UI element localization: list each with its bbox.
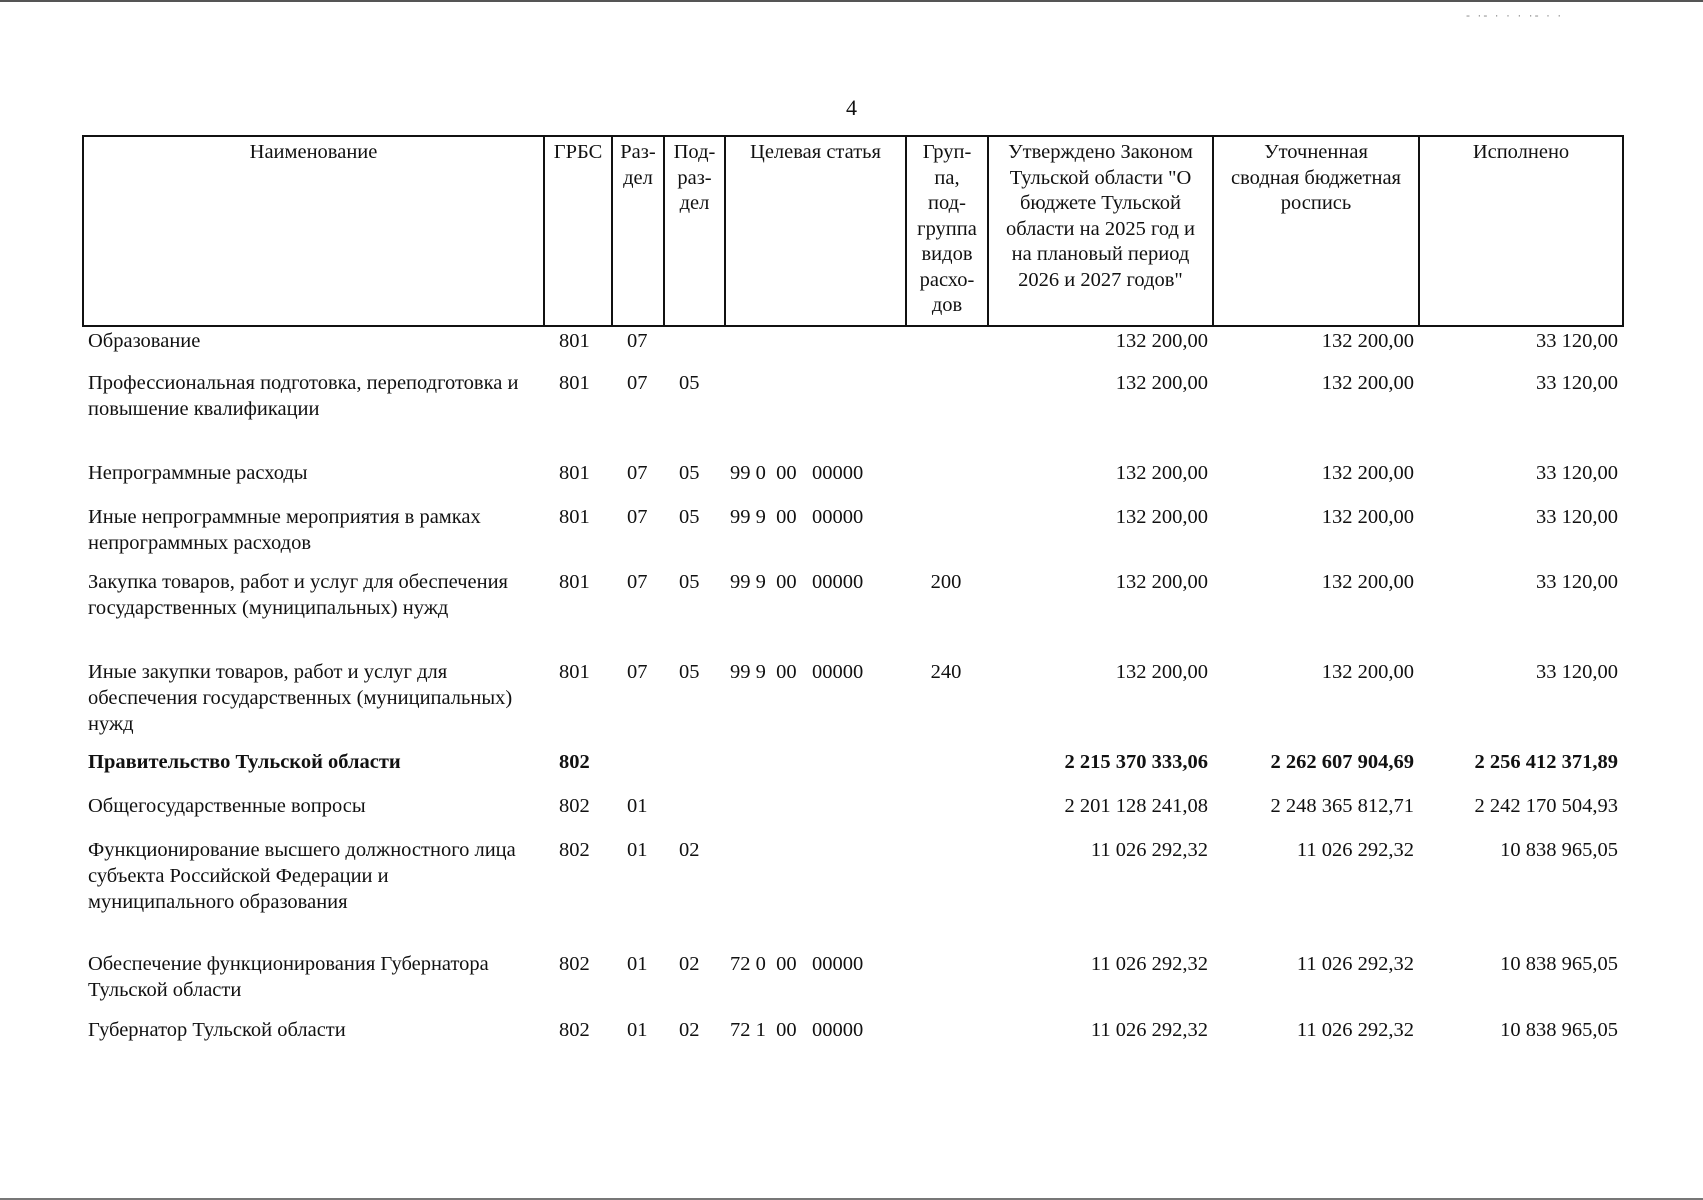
cell-name: Функционирование высшего должностного лица субъекта Российской Федерации и муниципального образования xyxy=(88,839,516,913)
cell-expense-group xyxy=(905,328,987,370)
cell-expense-group xyxy=(905,370,987,460)
cell-grbs: 801 xyxy=(559,506,590,528)
cell-grbs: 802 xyxy=(559,751,590,773)
cell-expense-group xyxy=(905,1017,987,1061)
cell-executed: 10 838 965,05 xyxy=(1500,839,1618,861)
cell-grbs: 802 xyxy=(559,953,590,975)
header-grbs-label: ГРБС xyxy=(553,141,603,163)
table-row xyxy=(82,504,1622,569)
cell-grbs: 801 xyxy=(559,372,590,394)
cell-approved: 2 201 128 241,08 xyxy=(1064,795,1208,817)
cell-razdel: 07 xyxy=(627,506,648,528)
cell-executed: 33 120,00 xyxy=(1536,372,1618,394)
cell-approved: 2 215 370 333,06 xyxy=(1064,751,1208,773)
cell-grbs: 802 xyxy=(559,795,590,817)
table-rows xyxy=(82,328,1622,1061)
cell-approved: 132 200,00 xyxy=(1115,372,1208,394)
table-header xyxy=(82,135,1624,327)
table-row xyxy=(82,659,1622,749)
table-row xyxy=(82,370,1622,460)
cell-name: Непрограммные расходы xyxy=(88,462,308,484)
cell-grbs: 801 xyxy=(559,661,590,683)
cell-approved: 132 200,00 xyxy=(1115,462,1208,484)
cell-executed: 33 120,00 xyxy=(1536,506,1618,528)
cell-approved: 132 200,00 xyxy=(1115,571,1208,593)
cell-expense-group xyxy=(905,749,987,793)
header-approved-label: Утверждено Законом Тульской области "О бюджете Тульской области на 2025 год и на плановый период 2026 и 2027 годов" xyxy=(1005,141,1196,291)
header-target-article-label: Целевая статья xyxy=(750,141,881,163)
cell-target-article: 99 9 00 00000 xyxy=(730,661,864,683)
cell-grbs: 802 xyxy=(559,1019,590,1041)
cell-razdel: 07 xyxy=(627,330,648,352)
cell-refined: 2 262 607 904,69 xyxy=(1270,751,1414,773)
cell-name: Иные непрограммные мероприятия в рамках непрограммных расходов xyxy=(88,506,481,554)
header-razdel xyxy=(612,136,664,326)
cell-razdel: 07 xyxy=(627,571,648,593)
cell-target-article xyxy=(724,793,905,837)
cell-podrazdel: 05 xyxy=(679,661,700,683)
cell-expense-group xyxy=(905,951,987,1017)
header-target-article xyxy=(725,136,906,326)
cell-refined: 11 026 292,32 xyxy=(1296,953,1414,975)
cell-executed: 33 120,00 xyxy=(1536,462,1618,484)
cell-name: Общегосударственные вопросы xyxy=(88,795,366,817)
cell-podrazdel: 05 xyxy=(679,506,700,528)
cell-name: Закупка товаров, работ и услуг для обеспечения государственных (муниципальных) нужд xyxy=(88,571,508,619)
cell-grbs: 801 xyxy=(559,330,590,352)
cell-name: Профессиональная подготовка, переподготовка и повышение квалификации xyxy=(88,372,519,420)
cell-approved: 132 200,00 xyxy=(1115,330,1208,352)
cell-target-article: 99 0 00 00000 xyxy=(730,462,864,484)
table-row xyxy=(82,1017,1622,1061)
cell-target-article: 72 1 00 00000 xyxy=(730,1019,864,1041)
header-name xyxy=(83,136,544,326)
budget-table-body xyxy=(82,328,1622,1061)
cell-name: Иные закупки товаров, работ и услуг для обеспечения государственных (муниципальных) нужд xyxy=(88,661,513,735)
table-row xyxy=(82,749,1622,793)
header-grbs xyxy=(544,136,612,326)
table-row xyxy=(82,460,1622,504)
cell-refined: 132 200,00 xyxy=(1321,372,1414,394)
cell-approved: 11 026 292,32 xyxy=(1090,953,1208,975)
header-expense-group xyxy=(906,136,988,326)
cell-target-article xyxy=(724,749,905,793)
header-podrazdel xyxy=(664,136,725,326)
cell-name: Образование xyxy=(88,330,201,352)
table-row xyxy=(82,951,1622,1017)
cell-refined: 132 200,00 xyxy=(1321,506,1414,528)
cell-name: Губернатор Тульской области xyxy=(88,1019,346,1041)
cell-refined: 2 248 365 812,71 xyxy=(1270,795,1414,817)
cell-refined: 11 026 292,32 xyxy=(1296,839,1414,861)
page-number: 4 xyxy=(846,95,857,120)
cell-executed: 33 120,00 xyxy=(1536,330,1618,352)
cell-expense-group: 200 xyxy=(930,571,962,593)
header-expense-group-label: Груп- па, под- группа видов расхо- дов xyxy=(917,141,977,316)
header-name-label: Наименование xyxy=(249,141,378,163)
cell-razdel xyxy=(611,749,663,793)
cell-podrazdel: 05 xyxy=(679,372,700,394)
cell-grbs: 801 xyxy=(559,462,590,484)
cell-approved: 132 200,00 xyxy=(1115,506,1208,528)
table-row xyxy=(82,328,1622,370)
cell-refined: 132 200,00 xyxy=(1321,330,1414,352)
cell-podrazdel: 02 xyxy=(679,953,700,975)
cell-grbs: 801 xyxy=(559,571,590,593)
cell-approved: 11 026 292,32 xyxy=(1090,839,1208,861)
cell-refined: 11 026 292,32 xyxy=(1296,1019,1414,1041)
cell-podrazdel: 02 xyxy=(679,839,700,861)
cell-executed: 2 242 170 504,93 xyxy=(1474,795,1618,817)
header-refined xyxy=(1213,136,1419,326)
cell-expense-group xyxy=(905,460,987,504)
cell-name: Правительство Тульской области xyxy=(88,751,401,773)
table-row xyxy=(82,793,1622,837)
header-executed xyxy=(1419,136,1623,326)
cell-razdel: 01 xyxy=(627,953,648,975)
cell-expense-group xyxy=(905,793,987,837)
cell-grbs: 802 xyxy=(559,839,590,861)
cell-podrazdel xyxy=(663,328,724,370)
cell-razdel: 01 xyxy=(627,795,648,817)
cell-target-article: 72 0 00 00000 xyxy=(730,953,864,975)
cell-expense-group xyxy=(905,504,987,569)
cell-refined: 132 200,00 xyxy=(1321,571,1414,593)
table-row xyxy=(82,569,1622,659)
header-executed-label: Исполнено xyxy=(1472,141,1570,163)
cell-podrazdel: 05 xyxy=(679,571,700,593)
cell-refined: 132 200,00 xyxy=(1321,462,1414,484)
cell-executed: 10 838 965,05 xyxy=(1500,953,1618,975)
cell-expense-group xyxy=(905,837,987,951)
cell-target-article xyxy=(724,370,905,460)
cell-podrazdel: 05 xyxy=(679,462,700,484)
cell-razdel: 01 xyxy=(627,839,648,861)
cell-target-article: 99 9 00 00000 xyxy=(730,571,864,593)
table-row xyxy=(82,837,1622,951)
cell-executed: 2 256 412 371,89 xyxy=(1474,751,1618,773)
cell-podrazdel xyxy=(663,793,724,837)
cell-razdel: 01 xyxy=(627,1019,648,1041)
cell-razdel: 07 xyxy=(627,462,648,484)
cell-podrazdel xyxy=(663,749,724,793)
cell-target-article xyxy=(724,837,905,951)
cell-executed: 33 120,00 xyxy=(1536,571,1618,593)
cell-refined: 132 200,00 xyxy=(1321,661,1414,683)
cell-executed: 33 120,00 xyxy=(1536,661,1618,683)
cell-expense-group: 240 xyxy=(930,661,962,683)
header-approved xyxy=(988,136,1213,326)
cell-target-article xyxy=(724,328,905,370)
header-refined-label: Уточненная сводная бюджетная роспись xyxy=(1231,141,1401,214)
cell-approved: 132 200,00 xyxy=(1115,661,1208,683)
top-border-line xyxy=(0,0,1703,2)
cell-name: Обеспечение функционирования Губернатора Тульской области xyxy=(88,953,489,1001)
cell-target-article: 99 9 00 00000 xyxy=(730,506,864,528)
cell-executed: 10 838 965,05 xyxy=(1500,1019,1618,1041)
header-podrazdel-label: Под- раз- дел xyxy=(673,141,716,214)
cell-razdel: 07 xyxy=(627,661,648,683)
corner-document-code: - ·- · · · ·- · · xyxy=(1466,8,1564,22)
cell-razdel: 07 xyxy=(627,372,648,394)
cell-podrazdel: 02 xyxy=(679,1019,700,1041)
cell-approved: 11 026 292,32 xyxy=(1090,1019,1208,1041)
header-razdel-label: Раз- дел xyxy=(620,141,656,189)
